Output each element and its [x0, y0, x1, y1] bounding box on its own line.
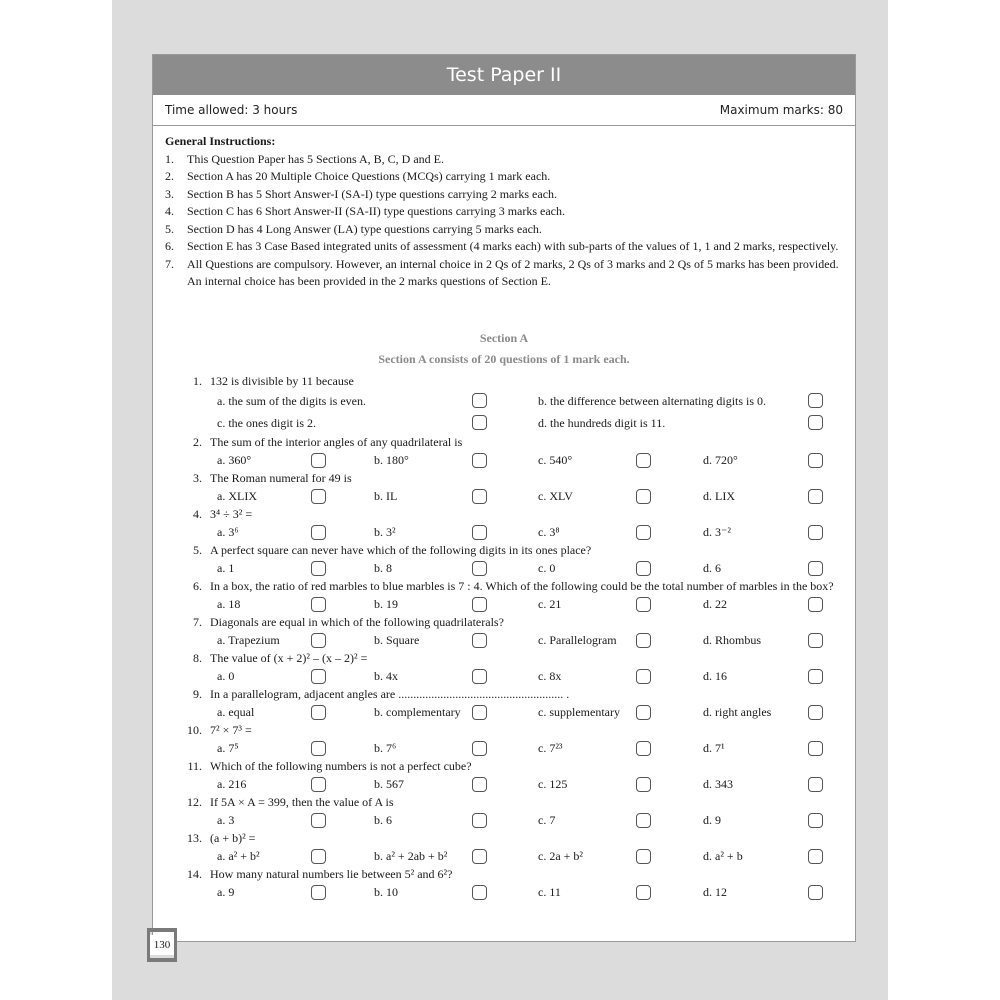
option-label: d. 6 [703, 561, 721, 575]
option-label: b. IL [374, 489, 398, 503]
question-text: The sum of the interior angles of any quadrilateral is [210, 435, 463, 449]
question-text: Diagonals are equal in which of the following quadrilaterals? [210, 615, 504, 629]
question-text: In a parallelogram, adjacent angles are ....................................................... . [210, 687, 570, 701]
question-line [153, 722, 855, 739]
option-checkbox[interactable] [472, 813, 487, 828]
option-label: c. the ones digit is 2. [217, 416, 316, 430]
option-row [153, 412, 855, 434]
option-row [153, 883, 855, 902]
instruction-item [165, 256, 843, 291]
question [153, 758, 855, 794]
option-label: c. 11 [538, 885, 561, 899]
question-text: (a + b)² = [210, 831, 256, 845]
question-number: 10. [187, 723, 202, 737]
option-checkbox[interactable] [808, 453, 823, 468]
option-label: b. 8 [374, 561, 392, 575]
instruction-text: Section D has 4 Long Answer (LA) type questions carrying 5 marks each. [187, 221, 542, 236]
question-line [153, 758, 855, 775]
option-label: d. 7¹ [703, 741, 725, 755]
question-number: 7. [193, 615, 202, 629]
page-title: Test Paper II [153, 55, 855, 95]
option-checkbox[interactable] [808, 885, 823, 900]
option-label: b. 180° [374, 453, 409, 467]
option-checkbox[interactable] [472, 885, 487, 900]
question-number: 8. [193, 651, 202, 665]
option-row [153, 667, 855, 686]
question-line [153, 542, 855, 559]
option-label: b. a² + 2ab + b² [374, 849, 448, 863]
question-number: 6. [193, 579, 202, 593]
option-checkbox[interactable] [311, 777, 326, 792]
option-label: c. 125 [538, 777, 568, 791]
question-line [153, 794, 855, 811]
option-row [153, 811, 855, 830]
option-label: d. Rhombus [703, 633, 762, 647]
option-checkbox[interactable] [311, 741, 326, 756]
instruction-text: Section A has 20 Multiple Choice Questions (MCQs) carrying 1 mark each. [187, 169, 551, 183]
question-text: The value of (x + 2)² – (x – 2)² = [210, 651, 368, 665]
option-checkbox[interactable] [636, 669, 651, 684]
question [153, 542, 855, 578]
option-checkbox[interactable] [311, 525, 326, 540]
question-number: 13. [187, 831, 202, 845]
option-checkbox[interactable] [472, 561, 487, 576]
question-number: 4. [193, 507, 202, 521]
option-checkbox[interactable] [472, 849, 487, 864]
question-text: How many natural numbers lie between 5² and 6²? [210, 867, 453, 881]
question-line [153, 866, 855, 883]
question-text: If 5A × A = 399, then the value of A is [210, 795, 394, 809]
option-checkbox[interactable] [636, 885, 651, 900]
option-label: c. 7²³ [538, 741, 563, 755]
option-label: b. 6 [374, 813, 392, 827]
question [153, 434, 855, 470]
question-text: 3⁴ ÷ 3² = [210, 507, 253, 521]
option-checkbox[interactable] [472, 489, 487, 504]
instruction-item [165, 151, 843, 169]
instruction-item [165, 203, 843, 221]
page-number: 130 [150, 935, 174, 955]
instruction-item [165, 221, 843, 239]
option-checkbox[interactable] [311, 489, 326, 504]
question [153, 866, 855, 902]
instruction-text: Section B has 5 Short Answer-I (SA-I) type questions carrying 2 marks each. [187, 186, 558, 201]
option-checkbox[interactable] [472, 597, 487, 612]
option-label: d. a² + b [703, 849, 743, 863]
option-label: d. 12 [703, 885, 727, 899]
option-checkbox[interactable] [311, 705, 326, 720]
option-checkbox[interactable] [472, 741, 487, 756]
option-row [153, 487, 855, 506]
option-label: d. 22 [703, 597, 727, 611]
option-checkbox[interactable] [636, 525, 651, 540]
option-checkbox[interactable] [636, 813, 651, 828]
section-title: Section A [479, 331, 529, 345]
option-checkbox[interactable] [311, 669, 326, 684]
option-checkbox[interactable] [636, 633, 651, 648]
option-checkbox[interactable] [636, 561, 651, 576]
question-text: A perfect square can never have which of the following digits in its ones place? [210, 543, 592, 557]
option-label: a. 360° [217, 453, 252, 467]
time-allowed: Time allowed: 3 hours [165, 103, 298, 117]
question-list [153, 373, 855, 902]
option-label: b. 10 [374, 885, 398, 899]
option-checkbox[interactable] [472, 777, 487, 792]
question-line [153, 578, 855, 595]
option-checkbox[interactable] [808, 813, 823, 828]
question-text: 132 is divisible by 11 because [210, 374, 354, 388]
option-checkbox[interactable] [636, 489, 651, 504]
instruction-item [165, 168, 843, 186]
option-row [153, 703, 855, 722]
option-label: a. 7⁵ [217, 741, 239, 755]
question-text: In a box, the ratio of red marbles to blue marbles is 7 : 4. Which of the following could be the total number of marbles in the box? [210, 579, 834, 593]
option-checkbox[interactable] [311, 561, 326, 576]
option-label: d. 9 [703, 813, 721, 827]
option-label: a. a² + b² [217, 849, 260, 863]
instruction-number: 6. [165, 239, 174, 253]
option-checkbox[interactable] [808, 525, 823, 540]
question-line [153, 650, 855, 667]
question [153, 794, 855, 830]
question [153, 506, 855, 542]
general-instructions [165, 133, 843, 291]
option-label: d. the hundreds digit is 11. [538, 416, 666, 430]
option-row [153, 523, 855, 542]
option-label: a. 3⁶ [217, 525, 239, 539]
option-label: c. supplementary [538, 705, 620, 719]
option-checkbox[interactable] [636, 453, 651, 468]
option-checkbox[interactable] [472, 453, 487, 468]
question-number: 14. [187, 867, 202, 881]
option-label: c. XLV [538, 489, 573, 503]
option-label: d. 343 [703, 777, 733, 791]
option-label: b. 567 [374, 777, 404, 791]
question-line [153, 434, 855, 451]
option-checkbox[interactable] [472, 669, 487, 684]
option-label: c. 2a + b² [538, 849, 584, 863]
option-checkbox[interactable] [311, 813, 326, 828]
option-label: b. 4x [374, 669, 398, 683]
option-row [153, 559, 855, 578]
option-label: a. XLIX [217, 489, 257, 503]
option-checkbox[interactable] [472, 415, 487, 430]
divider [153, 125, 855, 126]
option-checkbox[interactable] [808, 669, 823, 684]
instruction-item [165, 186, 843, 204]
instruction-text: All Questions are compulsory. However, an internal choice in 2 Qs of 2 marks, 2 Qs of 3 marks and 2 Qs of 5 marks has been provided. An internal choice has been provided in the 2 marks questions of Section E. [187, 256, 839, 288]
instruction-number: 2. [165, 169, 174, 183]
option-label: b. Square [374, 633, 420, 647]
question [153, 650, 855, 686]
section-subtitle: Section A consists of 20 questions of 1 mark each. [378, 352, 630, 366]
option-label: c. 0 [538, 561, 556, 575]
question-line [153, 830, 855, 847]
option-label: a. equal [217, 705, 255, 719]
option-label: a. Trapezium [217, 633, 280, 647]
option-checkbox[interactable] [808, 633, 823, 648]
option-label: a. the sum of the digits is even. [217, 394, 366, 408]
option-checkbox[interactable] [472, 525, 487, 540]
question-number: 12. [187, 795, 202, 809]
question [153, 614, 855, 650]
instructions-heading: General Instructions: [165, 134, 276, 148]
option-label: c. 540° [538, 453, 573, 467]
question-text: The Roman numeral for 49 is [210, 471, 352, 485]
option-checkbox[interactable] [311, 885, 326, 900]
question-number: 9. [193, 687, 202, 701]
question-text: Which of the following numbers is not a perfect cube? [210, 759, 472, 773]
question-line [153, 614, 855, 631]
option-label: d. 3⁻² [703, 525, 731, 539]
option-row [153, 775, 855, 794]
option-checkbox[interactable] [472, 393, 487, 408]
option-row [153, 595, 855, 614]
option-checkbox[interactable] [472, 705, 487, 720]
option-label: c. 8x [538, 669, 562, 683]
option-checkbox[interactable] [472, 633, 487, 648]
option-label: d. right angles [703, 705, 772, 719]
option-label: a. 0 [217, 669, 235, 683]
option-label: d. 16 [703, 669, 727, 683]
option-checkbox[interactable] [808, 849, 823, 864]
option-checkbox[interactable] [311, 597, 326, 612]
option-checkbox[interactable] [808, 393, 823, 408]
option-checkbox[interactable] [808, 415, 823, 430]
option-checkbox[interactable] [311, 453, 326, 468]
question-number: 1. [193, 374, 202, 388]
question-number: 11. [187, 759, 202, 773]
option-checkbox[interactable] [636, 705, 651, 720]
instruction-number: 1. [165, 151, 174, 166]
option-checkbox[interactable] [808, 777, 823, 792]
option-row [153, 390, 855, 412]
question-line [153, 686, 855, 703]
option-label: a. 1 [217, 561, 235, 575]
option-checkbox[interactable] [311, 849, 326, 864]
test-paper [152, 54, 856, 942]
question-number: 2. [193, 435, 202, 449]
option-checkbox[interactable] [636, 777, 651, 792]
instruction-text: Section E has 3 Case Based integrated units of assessment (4 marks each) with sub-parts of the values of 1, 1 and 2 marks, respectively. [187, 239, 839, 253]
option-label: c. 21 [538, 597, 562, 611]
option-label: a. 9 [217, 885, 235, 899]
option-label: c. 3⁸ [538, 525, 560, 539]
option-checkbox[interactable] [808, 705, 823, 720]
question [153, 470, 855, 506]
option-checkbox[interactable] [808, 741, 823, 756]
option-checkbox[interactable] [636, 597, 651, 612]
question [153, 686, 855, 722]
question [153, 830, 855, 866]
question-line [153, 373, 855, 390]
option-label: b. complementary [374, 705, 461, 719]
instruction-text: This Question Paper has 5 Sections A, B, C, D and E. [187, 151, 444, 166]
option-label: d. LIX [703, 489, 735, 503]
option-checkbox[interactable] [636, 741, 651, 756]
question [153, 373, 855, 434]
option-label: b. 19 [374, 597, 398, 611]
option-row [153, 451, 855, 470]
option-label: a. 216 [217, 777, 247, 791]
instruction-number: 3. [165, 186, 174, 201]
question [153, 722, 855, 758]
question-line [153, 506, 855, 523]
option-checkbox[interactable] [636, 849, 651, 864]
option-label: b. 7⁶ [374, 741, 397, 755]
question-number: 3. [193, 471, 202, 485]
instruction-text: Section C has 6 Short Answer-II (SA-II) type questions carrying 3 marks each. [187, 204, 566, 218]
option-row [153, 631, 855, 650]
option-label: c. 7 [538, 813, 556, 827]
instruction-number: 5. [165, 221, 174, 236]
option-label: d. 720° [703, 453, 738, 467]
instruction-number: 7. [165, 256, 174, 271]
option-label: a. 18 [217, 597, 241, 611]
maximum-marks: Maximum marks: 80 [719, 103, 843, 117]
question-line [153, 470, 855, 487]
option-label: a. 3 [217, 813, 235, 827]
question-text: 7² × 7³ = [210, 723, 252, 737]
option-label: b. 3² [374, 525, 396, 539]
option-checkbox[interactable] [311, 633, 326, 648]
question-number: 5. [193, 543, 202, 557]
page-number-tab [147, 928, 177, 962]
option-checkbox[interactable] [808, 489, 823, 504]
option-label: b. the difference between alternating digits is 0. [538, 394, 767, 408]
option-row [153, 739, 855, 758]
option-checkbox[interactable] [808, 597, 823, 612]
meta-row [165, 100, 843, 120]
question [153, 578, 855, 614]
option-checkbox[interactable] [808, 561, 823, 576]
instruction-number: 4. [165, 204, 174, 218]
option-row [153, 847, 855, 866]
option-label: c. Parallelogram [538, 633, 617, 647]
instruction-item [165, 238, 843, 256]
